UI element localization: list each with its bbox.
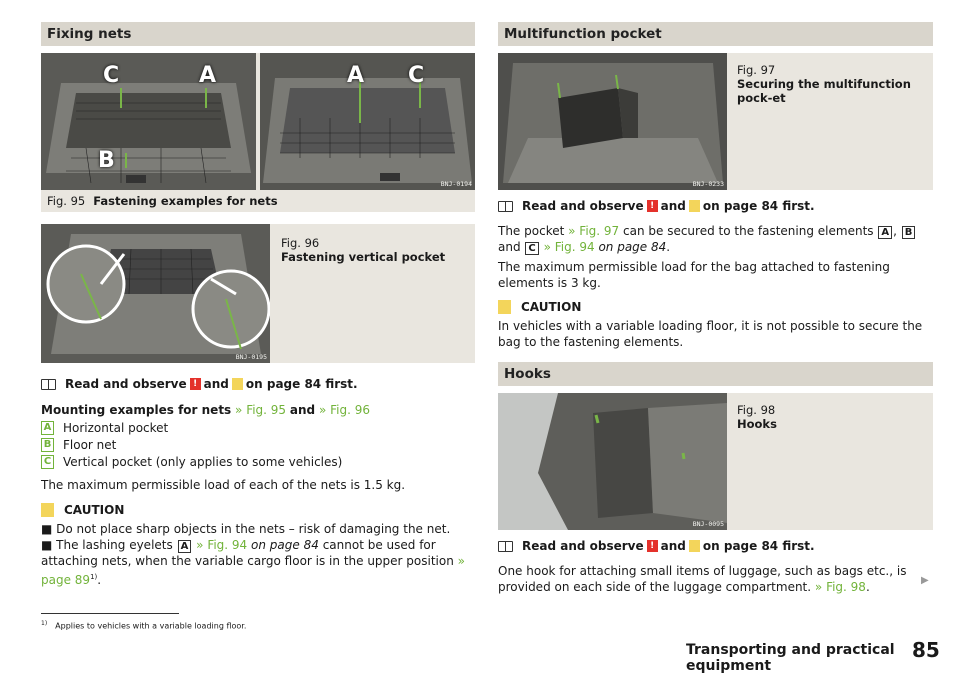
figure-95-caption	[41, 190, 475, 212]
trunk-image-icon	[41, 53, 256, 190]
figure-97	[498, 53, 933, 190]
callout-c-left: C	[103, 63, 120, 88]
pocket-ref-fig97[interactable]: » Fig. 97	[568, 224, 620, 238]
vertical-pocket-image-icon	[41, 224, 270, 363]
figure-97-title: Securing the multifunction pock-et	[737, 77, 911, 105]
pocket-ref-fig94[interactable]: » Fig. 94	[543, 240, 595, 254]
read-observe-before: Read and observe	[65, 377, 187, 391]
legend-item-c	[41, 454, 475, 471]
figure-96	[41, 224, 475, 363]
figure-98-image	[498, 393, 727, 530]
figure-97-code: BNJ-0233	[692, 180, 724, 188]
figure-95-title: Fastening examples for nets	[93, 194, 278, 208]
caution-item-2-ref[interactable]: » Fig. 94	[196, 538, 248, 552]
section-title-multifunction-pocket: Multifunction pocket	[498, 22, 933, 46]
legend-item-b	[41, 437, 475, 454]
figure-97-number: Fig. 97	[737, 63, 776, 77]
callout-c-right: C	[408, 63, 425, 88]
footnote	[41, 620, 246, 631]
footnote-mark: 1)	[90, 573, 98, 581]
hooks-text: One hook for attaching small items of luggage, such as bags etc., is provided on each side of the luggage compartment.	[498, 564, 907, 594]
caution-item-2-page: on page 84	[251, 538, 319, 552]
hooks-ref-fig98[interactable]: » Fig. 98	[814, 580, 866, 594]
warning-yellow-icon: !	[689, 540, 700, 552]
book-icon	[498, 201, 513, 212]
trunk-net-image-icon	[260, 53, 475, 190]
warning-red-icon: !	[647, 540, 658, 552]
legend-key-c: C	[41, 455, 54, 469]
caution-title-left: CAUTION	[64, 503, 125, 517]
figure-95-image-right	[260, 53, 475, 190]
pocket-page: on page 84	[598, 240, 667, 254]
read-observe-after: on page 84 first.	[702, 539, 815, 553]
read-observe-before: Read and observe	[522, 539, 644, 553]
book-icon	[498, 541, 513, 552]
pocket-key-a: A	[878, 226, 892, 239]
pocket-end: .	[666, 240, 671, 254]
warning-yellow-icon: !	[232, 378, 243, 390]
figure-95-number: Fig. 95	[47, 194, 86, 208]
callout-a-left: A	[199, 63, 217, 88]
callout-a-right: A	[347, 63, 365, 88]
pocket-and: and	[498, 240, 521, 254]
caution-item-2-key: A	[178, 540, 192, 553]
footnote-number: 1)	[41, 620, 48, 627]
section-title-fixing-nets: Fixing nets	[41, 22, 475, 46]
read-observe-line-2	[498, 198, 933, 214]
read-observe-and: and	[660, 199, 686, 213]
read-observe-line	[41, 376, 475, 392]
pocket-max-load: The maximum permissible load for the bag attached to fastening elements is 3 kg.	[498, 260, 890, 290]
legend-list	[41, 420, 475, 471]
page-number: 85	[912, 638, 940, 662]
book-icon	[41, 379, 56, 390]
legend-text-c: Vertical pocket (only applies to some vehicles)	[63, 455, 343, 469]
figure-96-number: Fig. 96	[281, 236, 320, 250]
read-observe-after: on page 84 first.	[245, 377, 358, 391]
pocket-text-b: can be secured to the fastening elements	[623, 224, 874, 238]
footnote-divider	[41, 613, 179, 614]
figure-95-code: BNJ-0194	[440, 180, 472, 188]
figure-98	[498, 393, 933, 530]
caution-icon	[41, 503, 54, 517]
figure-96-image	[41, 224, 270, 363]
figure-97-caption	[737, 63, 927, 105]
caution-heading-left	[41, 502, 475, 518]
callout-b-left: B	[98, 148, 115, 173]
caution-item-2	[41, 537, 475, 588]
caution-item-2-text-b: cannot be used for attaching nets, when the variable cargo floor is in the upper position	[41, 538, 454, 568]
read-observe-before: Read and observe	[522, 199, 644, 213]
hooks-end: .	[865, 580, 870, 594]
figure-98-code: BNJ-0095	[692, 520, 724, 528]
figure-96-caption	[281, 236, 471, 264]
warning-red-icon: !	[190, 378, 201, 390]
legend-item-a	[41, 420, 475, 437]
read-observe-and: and	[660, 539, 686, 553]
section-title-hooks: Hooks	[498, 362, 933, 386]
left-column	[41, 22, 475, 588]
figure-96-code: BNJ-0195	[235, 353, 267, 361]
read-observe-line-3	[498, 538, 933, 554]
mounting-and: and	[289, 403, 316, 417]
caution-item-1: ■ Do not place sharp objects in the nets – risk of damaging the net.	[41, 522, 451, 536]
read-observe-and: and	[203, 377, 229, 391]
caution-icon	[498, 300, 511, 314]
pocket-comma: ,	[893, 224, 897, 238]
mounting-label: Mounting examples for nets	[41, 403, 232, 417]
figure-95	[41, 53, 475, 190]
pocket-text-a: The pocket	[498, 224, 565, 238]
warning-red-icon: !	[647, 200, 658, 212]
legend-key-a: A	[41, 421, 54, 435]
figure-98-title: Hooks	[737, 417, 777, 431]
caution-item-2-text-a: ■ The lashing eyelets	[41, 538, 173, 552]
pocket-paragraph	[498, 223, 933, 255]
pocket-image-icon	[498, 53, 727, 190]
footer-chapter: Transporting and practical equipment	[686, 642, 895, 674]
caution-item-2-ref2[interactable]: » page 89	[41, 554, 465, 587]
caution-heading-right	[498, 299, 933, 315]
hooks-image-icon	[498, 393, 727, 530]
figure-98-number: Fig. 98	[737, 403, 776, 417]
pocket-key-c: C	[525, 242, 538, 255]
figure-96-title: Fastening vertical pocket	[281, 250, 446, 264]
legend-text-a: Horizontal pocket	[63, 421, 169, 435]
hooks-paragraph	[498, 563, 933, 595]
footnote-text: Applies to vehicles with a variable loading floor.	[55, 621, 247, 631]
figure-95-image-left	[41, 53, 256, 190]
pocket-key-b: B	[902, 226, 916, 239]
max-load-nets: The maximum permissible load of each of the nets is 1.5 kg.	[41, 478, 406, 492]
caution-body-left	[41, 521, 475, 588]
figure-98-caption	[737, 403, 927, 431]
mounting-examples-line	[41, 402, 475, 418]
read-observe-after: on page 84 first.	[702, 199, 815, 213]
warning-yellow-icon: !	[689, 200, 700, 212]
right-column	[498, 22, 933, 595]
caution-body-right: In vehicles with a variable loading floor, it is not possible to secure the bag to the fastening elements.	[498, 319, 923, 349]
caution-title-right: CAUTION	[521, 300, 582, 314]
figure-97-image	[498, 53, 727, 190]
legend-key-b: B	[41, 438, 54, 452]
continue-arrow-icon: ▶	[921, 575, 929, 586]
caution-item-2-end: .	[97, 573, 102, 587]
mounting-ref-fig95[interactable]: » Fig. 95	[235, 403, 287, 417]
legend-text-b: Floor net	[63, 438, 117, 452]
mounting-ref-fig96[interactable]: » Fig. 96	[318, 403, 371, 417]
